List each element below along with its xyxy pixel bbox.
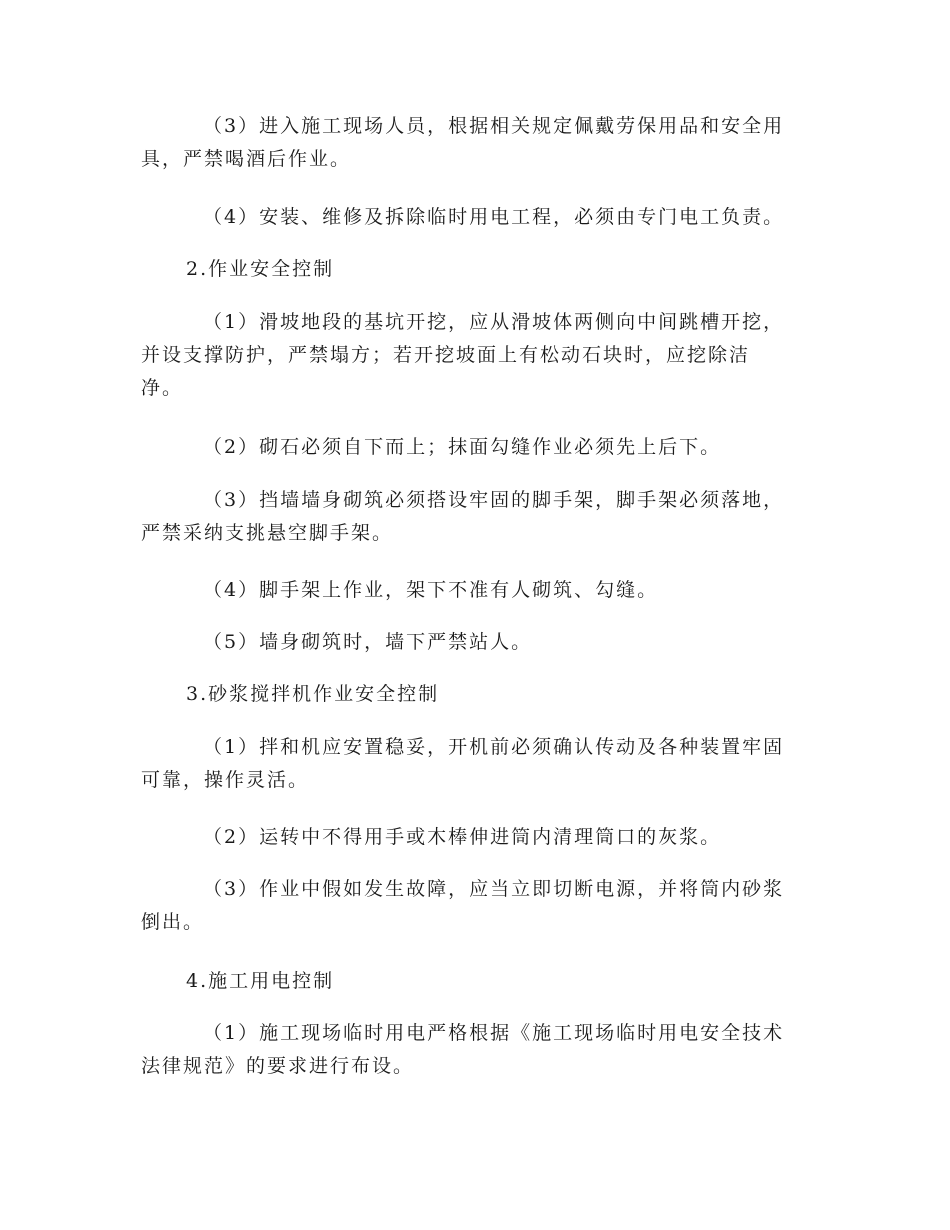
paragraph-line: （4）脚手架上作业，架下不准有人砌筑、勾缝。	[203, 579, 659, 601]
paragraph-item-1-mixer	[141, 731, 801, 797]
paragraph-line: 净。	[141, 377, 184, 399]
paragraph-line: 具，严禁喝酒后作业。	[141, 148, 352, 170]
paragraph-line: （2）运转中不得用手或木棒伸进筒内清理筒口的灰浆。	[203, 826, 722, 848]
paragraph-item-1-excavation	[141, 306, 801, 405]
paragraph-item-3-scaffold	[141, 484, 801, 550]
paragraph-line: （3）挡墙墙身砌筑必须搭设牢固的脚手架，脚手架必须落地，	[203, 489, 785, 511]
section-heading-4: 4.施工用电控制	[186, 970, 335, 992]
paragraph-item-3-fault	[141, 873, 801, 939]
paragraph-item-4-electrician	[141, 201, 801, 234]
paragraph-line: 可靠，操作灵活。	[141, 769, 310, 791]
paragraph-line: 并设支撑防护，严禁塌方；若开挖坡面上有松动石块时，应挖除洁	[141, 344, 751, 366]
paragraph-line: （1）滑坡地段的基坑开挖，应从滑坡体两侧向中间跳槽开挖，	[203, 311, 785, 333]
section-heading-3: 3.砂浆搅拌机作业安全控制	[186, 683, 440, 705]
paragraph-line: 法律规范》的要求进行布设。	[141, 1055, 415, 1077]
section-heading-2: 2.作业安全控制	[186, 258, 335, 280]
paragraph-line: （5）墙身砌筑时，墙下严禁站人。	[203, 631, 533, 653]
paragraph-line: （3）作业中假如发生故障，应当立即切断电源，并将筒内砂浆	[203, 878, 785, 900]
paragraph-item-2-running	[141, 821, 801, 854]
paragraph-line: （1）拌和机应安置稳妥，开机前必须确认传动及各种装置牢固	[203, 736, 785, 758]
paragraph-item-4-scaffold-work	[141, 574, 801, 607]
paragraph-item-1-power	[141, 1017, 801, 1083]
paragraph-line: （4）安装、维修及拆除临时用电工程，必须由专门电工负责。	[203, 206, 785, 228]
paragraph-item-5-wall	[141, 626, 801, 659]
paragraph-line: （2）砌石必须自下而上；抹面勾缝作业必须先上后下。	[203, 436, 722, 458]
paragraph-line: （1）施工现场临时用电严格根据《施工现场临时用电安全技术	[203, 1022, 785, 1044]
paragraph-line: 严禁采纳支挑悬空脚手架。	[141, 522, 394, 544]
paragraph-item-3-ppe	[141, 110, 801, 176]
paragraph-line: 倒出。	[141, 911, 205, 933]
paragraph-line: （3）进入施工现场人员，根据相关规定佩戴劳保用品和安全用	[203, 115, 785, 137]
paragraph-item-2-masonry	[141, 431, 801, 464]
